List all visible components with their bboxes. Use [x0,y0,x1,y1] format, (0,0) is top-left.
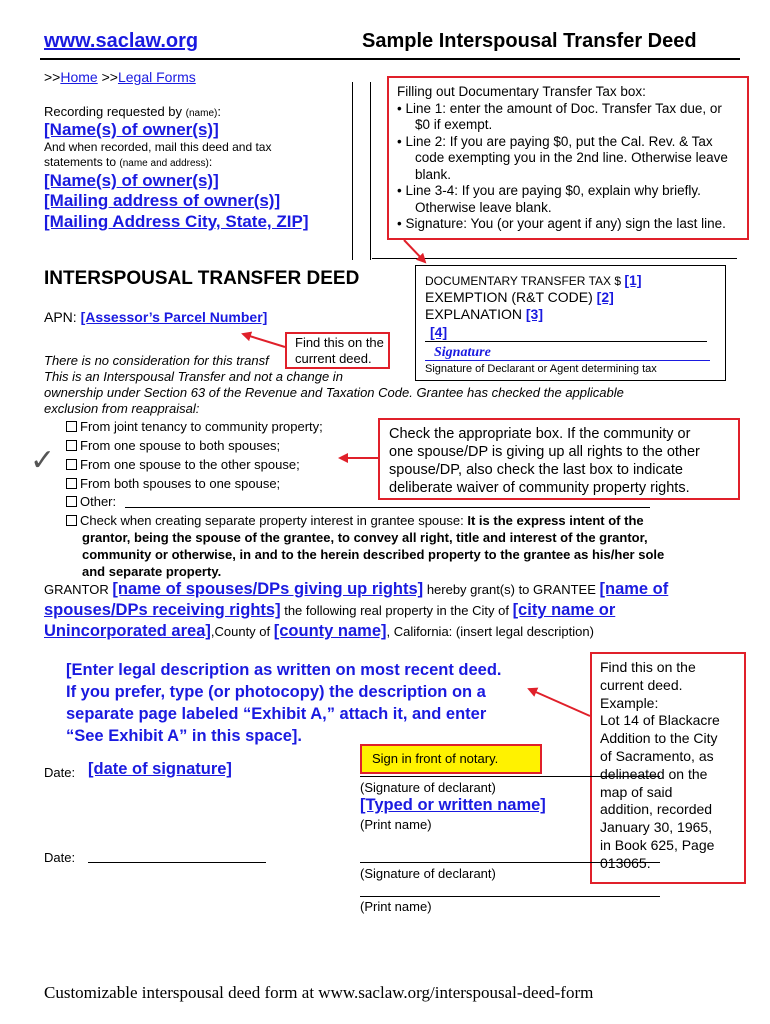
tax-line-3: EXPLANATION [3] [425,306,544,322]
signature-line-1 [360,776,660,777]
consideration-text: There is no consideration for this transf [44,353,269,368]
option-one-to-other[interactable]: From one spouse to the other spouse; [66,457,300,472]
consideration-text: exclusion from reappraisal: [44,401,200,416]
option-one-to-both[interactable]: From one spouse to both spouses; [66,438,280,453]
check-box-note: Check the appropriate box. If the community or one spouse/DP is giving up all rights to the other spouse/DP, also check the last box to indicate deliberate waiver of community property rights. [378,418,740,500]
checkbox[interactable] [66,421,77,432]
breadcrumb-sep: >> [44,69,61,85]
recorder-box-bottom [372,258,737,259]
footer-text: Customizable interspousal deed form at www.saclaw.org/interspousal-deed-form [44,983,594,1002]
date-line-2 [88,862,266,863]
print-caption-2: (Print name) [360,899,432,914]
signature-caption-1: (Signature of declarant) [360,780,496,795]
separate-property-text: and separate property. [82,564,222,579]
breadcrumb-sep: >> [101,69,118,85]
home-link[interactable]: Home [60,69,98,85]
checkbox[interactable] [66,440,77,451]
grant-line-1: GRANTOR [name of spouses/DPs giving up rights] hereby grant(s) to GRANTEE [name of [44,580,669,598]
tax-line-4-rule [425,341,707,342]
checkbox[interactable] [66,478,77,489]
deed-title: INTERSPOUSAL TRANSFER DEED [44,268,360,289]
checkbox[interactable] [66,496,77,507]
arrow-to-apn [243,334,285,347]
notary-note: Sign in front of notary. [360,744,542,774]
mailing-address-field: [Mailing address of owner(s)] [44,191,281,210]
grant-line-3: Unincorporated area],County of [county name], California: (insert legal description) [44,622,594,640]
signature-caption-2: (Signature of declarant) [360,866,496,881]
tax-signature: Signature [434,345,491,360]
tax-line-1: DOCUMENTARY TRANSFER TAX $ [1] [425,272,642,288]
recorder-box-divider [370,82,371,260]
signature-line-2 [360,862,660,863]
grant-line-2: spouses/DPs receiving rights] the following real property in the City of [city name or [44,601,616,619]
breadcrumb [44,69,196,85]
tax-signature-rule [425,360,710,361]
tax-instructions-note: Filling out Documentary Transfer Tax box: • Line 1: enter the amount of Doc. Transfer Tax due, or $0 if exempt. • Line 2: If you are paying $0, put the Cal. Rev. & Tax code exempting you in the 2nd line. Otherwise leave blank. • Line 3-4: If you are paying $0, explain why briefly. Otherwise leave blank. • Signature: You (or your agent if any) sign the last line. [387,76,749,240]
date-of-signature-field: [date of signature] [88,760,232,778]
consideration-text: This is an Interspousal Transfer and not a change in [44,369,343,384]
apn-line: APN: [Assessor’s Parcel Number] [44,309,268,325]
mail-label-2: statements to (name and address): [44,155,213,169]
apn-note: Find this on the current deed. [285,332,390,369]
legal-description: [Enter legal description as written on most recent deed. If you prefer, type (or photocopy) the description on a separate page labeled “Exhibit A,” attach it, and enter “See Exhibit A” in this space]. [66,661,502,745]
option-other[interactable]: Other: [66,494,116,509]
legal-forms-link[interactable]: Legal Forms [117,69,196,85]
separate-property-text: community or otherwise, in and to the herein described property to the grantee as his/her sole [82,547,665,562]
print-line-2 [360,896,660,897]
date-label-2: Date: [44,850,76,865]
page-title: Sample Interspousal Transfer Deed [362,30,697,52]
other-fill-line [125,507,650,508]
typed-name-field: [Typed or written name] [360,796,546,814]
date-label-1: Date: [44,765,76,780]
print-caption-1: (Print name) [360,817,432,832]
owner-name-field-2: [Name(s) of owner(s)] [44,171,219,190]
consideration-text: ownership under Section 63 of the Revenue and Taxation Code. Grantee has checked the applicable [44,385,624,400]
tax-line-4: [4] [430,324,448,340]
checkbox[interactable] [66,459,77,470]
tax-signature-caption: Signature of Declarant or Agent determining tax [425,363,657,375]
option-both-to-one[interactable]: From both spouses to one spouse; [66,476,280,491]
mail-label: And when recorded, mail this deed and tax [44,140,272,154]
separate-property-text: grantor, being the spouse of the grantee, to convey all right, title and interest of the grantor, [82,530,648,545]
recorder-box-divider [352,82,353,260]
recording-requested-label: Recording requested by (name): [44,104,221,119]
mailing-city-field: [Mailing Address City, State, ZIP] [44,212,309,231]
checkmark-icon: ✓ [30,444,56,477]
owner-name-field: [Name(s) of owner(s)] [44,120,219,139]
site-link[interactable]: www.saclaw.org [44,30,199,52]
arrow-to-legal-description [529,689,590,716]
checkbox[interactable] [66,515,77,526]
legal-example-note: Find this on the current deed. Example: Lot 14 of Blackacre Addition to the City of Sacramento, as delineated on the map of said addition, recorded January 30, 1965, in Book 625, Page 013065. [590,652,746,884]
separate-property-option[interactable]: Check when creating separate property interest in grantee spouse: It is the express intent of the [66,513,644,528]
header-rule [40,58,740,60]
tax-line-2: EXEMPTION (R&T CODE) [2] [425,289,614,305]
option-joint-tenancy[interactable]: From joint tenancy to community property; [66,419,323,434]
